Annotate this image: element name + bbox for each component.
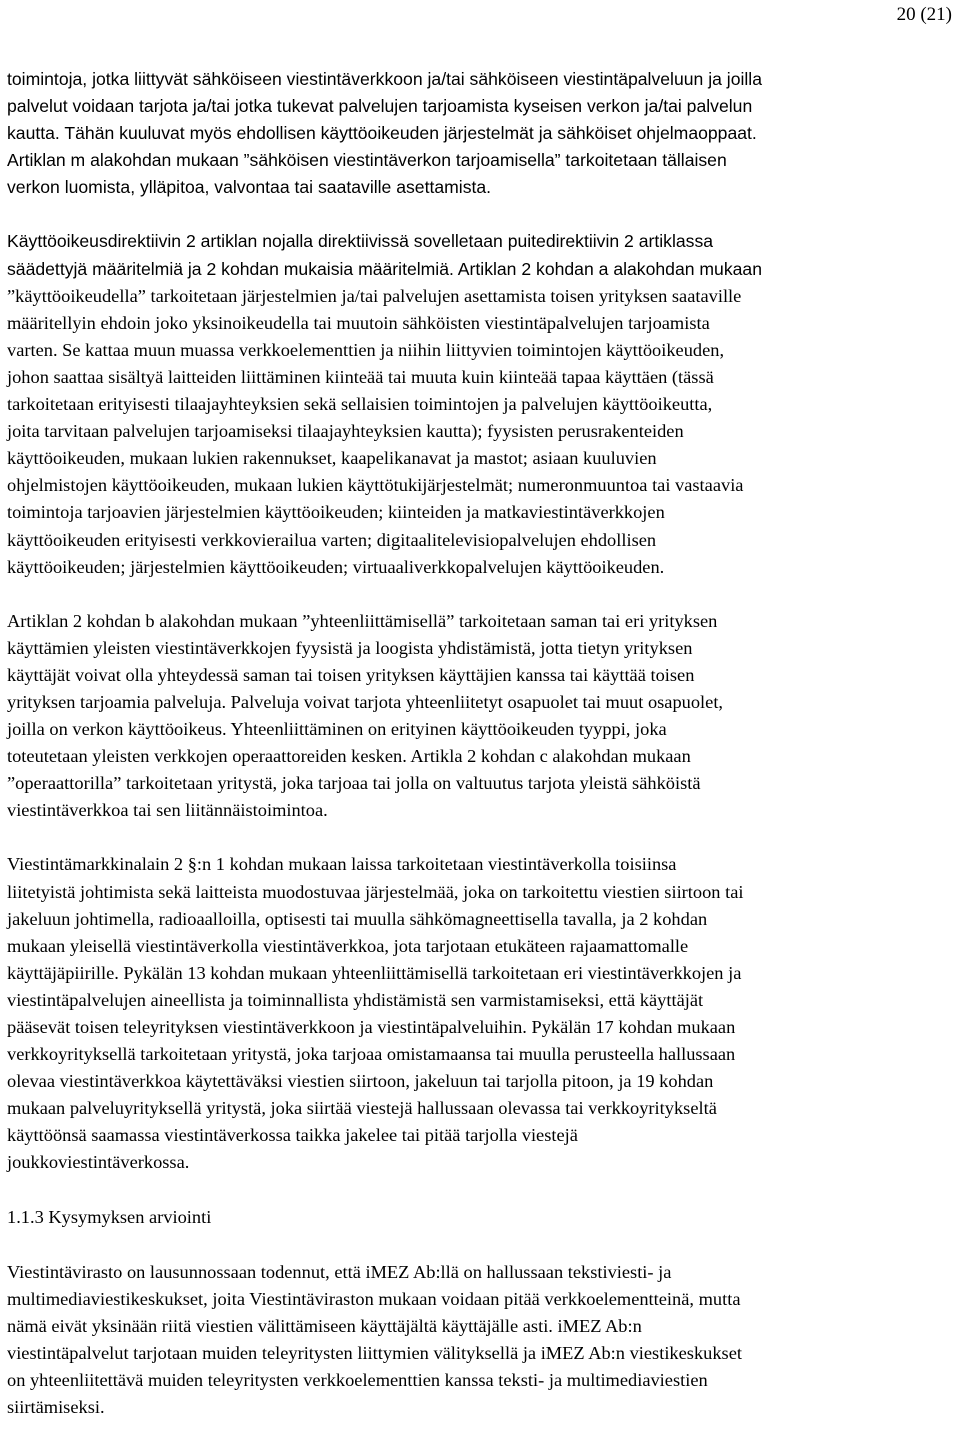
- text-line: käyttämien yleisten viestintäverkkojen fyysistä ja loogista yhdistämistä, jotta tietyn yrityksen: [7, 637, 693, 658]
- text-line: säädettyjä määritelmiä ja 2 kohdan mukaisia määritelmiä. Artiklan 2 kohdan a alakohdan mukaan: [7, 258, 762, 279]
- text-line: kautta. Tähän kuuluvat myös ehdollisen käyttöoikeuden järjestelmät ja sähköiset ohjelmaoppaat.: [7, 123, 757, 144]
- text-line: joilla on verkon käyttöoikeus. Yhteenliittäminen on erityinen käyttöoikeuden tyyppi, joka: [7, 719, 667, 740]
- text-line: käyttöoikeuden, mukaan lukien rakennukset, kaapelikanavat ja mastot; asiaan kuuluvien: [7, 448, 657, 469]
- text-line: johon saattaa sisältyä laitteiden liittäminen kiinteää tai muuta kuin kiinteää tapaa käyttäen (tässä: [7, 366, 714, 387]
- text-line: joukkoviestintäverkossa.: [7, 1152, 190, 1173]
- text-line: käyttäjäpiirille. Pykälän 13 kohdan mukaan yhteenliittämisellä tarkoitetaan eri viestintäverkkojen ja: [7, 962, 742, 983]
- text-line: multimediaviestikeskukset, joita Viestintäviraston mukaan voidaan pitää verkkoelementteinä, mutta: [7, 1288, 741, 1309]
- text-line: jakeluun johtimella, radioaalloilla, optisesti tai muulla sähkömagneettisella tavalla, ja 2 kohdan: [7, 908, 708, 929]
- text-line: toteutetaan yleisten verkkojen operaattoreiden kesken. Artikla 2 kohdan c alakohdan mukaan: [7, 746, 691, 767]
- text-line: varten. Se kattaa muun muassa verkkoelementtien ja niihin liittyvien toimintojen käyttöoikeuden,: [7, 339, 725, 360]
- text-line: käyttöoikeuden erityisesti verkkovierailua varten; digitaalitelevisiopalvelujen ehdollisen: [7, 529, 657, 550]
- text-line: määritellyin ehdoin joko yksinoikeudella tai muutoin sähköisten viestintäpalvelujen tarjoamista: [7, 312, 710, 333]
- text-line: joita tarvitaan palvelujen tarjoamiseksi tilaajayhteyksien kautta); fyysisten perusrakenteiden: [7, 421, 684, 442]
- text-line: nämä eivät yksinään riitä viestien välittämiseen käyttäjältä käyttäjälle asti. iMEZ Ab:n: [7, 1315, 642, 1336]
- text-line: käyttäjät voivat olla yhteydessä saman tai toisen yrityksen käyttäjien kanssa tai käyttää toisen: [7, 664, 695, 685]
- text-line: mukaan yleisellä viestintäverkolla viestintäverkkoa, jota tarjotaan etukäteen rajaamattomalle: [7, 935, 689, 956]
- paragraph-3: [7, 608, 957, 825]
- text-line: olevaa viestintäverkkoa käytettäväksi viestien siirtoon, jakeluun tai tarjolla pitoon, ja 19 kohdan: [7, 1071, 714, 1092]
- text-line: siirtämiseksi.: [7, 1397, 105, 1418]
- text-line: on yhteenliitettävä muiden teleyritysten verkkoelementtien kanssa teksti- ja multimediaviestien: [7, 1370, 708, 1391]
- paragraph-2: [7, 228, 957, 580]
- text-line: verkon luomista, ylläpitoa, valvontaa tai saataville asettamista.: [7, 177, 492, 198]
- text-line: Artiklan 2 kohdan b alakohdan mukaan ”yhteenliittämisellä” tarkoitetaan saman tai eri yrityksen: [7, 610, 718, 631]
- text-line: mukaan palveluyrityksellä yritystä, joka siirtää viestejä hallussaan olevassa tai verkkoyritykseltä: [7, 1098, 717, 1119]
- text-line: ”käyttöoikeudella” tarkoitetaan järjestelmien ja/tai palvelujen asettamista toisen yrityksen saataville: [7, 285, 742, 306]
- document-body: [7, 66, 957, 1421]
- text-line: viestintäpalvelut tarjotaan muiden teleyritysten liittymien välityksellä ja iMEZ Ab:n viestikeskukset: [7, 1342, 742, 1363]
- text-line: käyttöoikeuden; järjestelmien käyttöoikeuden; virtuaaliverkkopalvelujen käyttöoikeuden.: [7, 556, 665, 577]
- text-line: toimintoja, jotka liittyvät sähköiseen viestintäverkkoon ja/tai sähköiseen viestintäpalveluun ja joilla: [7, 69, 762, 89]
- text-line: Viestintävirasto on lausunnossaan todennut, että iMEZ Ab:llä on hallussaan tekstiviesti- ja: [7, 1261, 672, 1282]
- text-line: käyttöönsä saamassa viestintäverkossa taikka jakelee tai pitää tarjolla viestejä: [7, 1125, 578, 1146]
- text-line: viestintäpalvelujen aineellista ja toiminnallista yhdistämistä sen varmistamiseksi, että käyttäjät: [7, 989, 704, 1010]
- text-line: yrityksen tarjoamia palveluja. Palveluja voivat tarjota yhteenliitetyt osapuolet tai muut osapuolet,: [7, 691, 724, 712]
- text-line: palvelut voidaan tarjota ja/tai jotka tukevat palvelujen tarjoamista kyseisen verkon ja/tai palvelun: [7, 96, 753, 117]
- text-line: viestintäverkkoa tai sen liitännäistoimintoa.: [7, 800, 328, 821]
- text-line: ”operaattorilla” tarkoitetaan yritystä, joka tarjoaa tai jolla on valtuutus tarjota yleistä sähköistä: [7, 773, 701, 794]
- paragraph-5: [7, 1259, 957, 1422]
- text-line: ohjelmistojen käyttöoikeuden, mukaan lukien käyttötukijärjestelmät; numeronmuuntoa tai vastaavia: [7, 475, 744, 496]
- text-line: pääsevät toisen teleyrityksen viestintäverkkoon ja viestintäpalveluihin. Pykälän 17 kohdan mukaan: [7, 1017, 736, 1037]
- text-line: toimintoja tarjoavien järjestelmien käyttöoikeuden; kiinteiden ja matkaviestintäverkkojen: [7, 502, 665, 523]
- text-line: Artiklan m alakohdan mukaan ”sähköisen viestintäverkon tarjoamisella” tarkoitetaan tällaisen: [7, 150, 727, 171]
- text-line: liitetyistä johtimista sekä laitteista muodostuvaa järjestelmää, joka on tarkoitettu viestien siirtoon tai: [7, 881, 744, 902]
- paragraph-4: [7, 851, 957, 1176]
- text-line: Käyttöoikeusdirektiivin 2 artiklan nojalla direktiivissä sovelletaan puitedirektiivin 2 artiklassa: [7, 231, 714, 252]
- paragraph-1: [7, 66, 957, 201]
- text-line: verkkoyrityksellä tarkoitetaan yritystä, joka tarjoaa omistamaansa tai muulla perusteella hallussaan: [7, 1044, 736, 1065]
- text-line: tarkoitetaan erityisesti tilaajayhteyksien sekä sellaisien toimintojen ja palvelujen käyttöoikeutta,: [7, 394, 713, 415]
- section-heading: 1.1.3 Kysymyksen arviointi: [7, 1206, 212, 1227]
- page-number: 20 (21): [896, 4, 952, 25]
- text-line: Viestintämarkkinalain 2 §:n 1 kohdan mukaan laissa tarkoitetaan viestintäverkolla toisiinsa: [7, 854, 677, 875]
